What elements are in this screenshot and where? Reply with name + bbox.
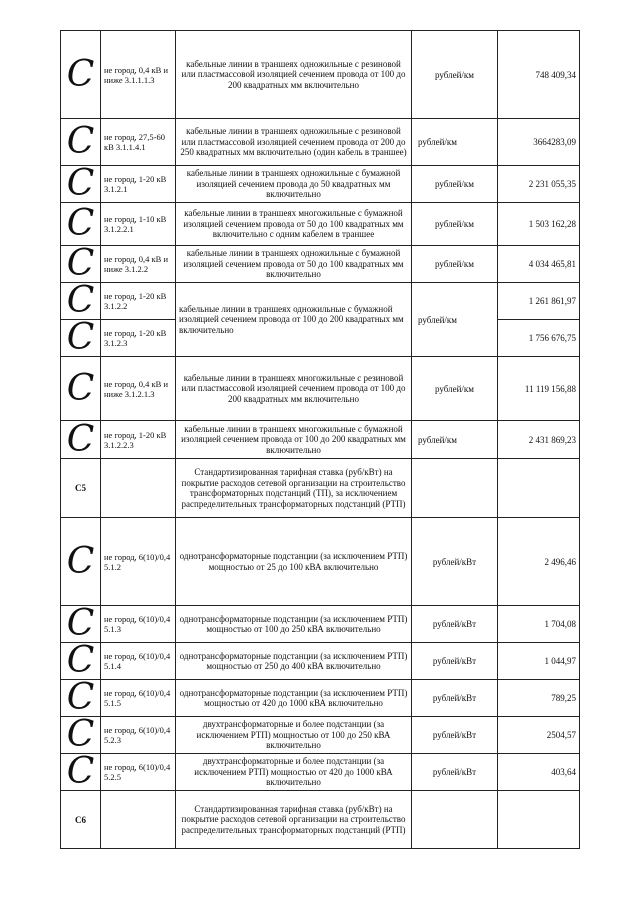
unit-cell: рублей/км	[412, 246, 498, 283]
unit-cell: рублей/км	[412, 166, 498, 203]
description-cell: кабельные линии в траншеях многожильные с бумажной изоляцией сечением провода от 100 до 200 квадратных мм включительно	[176, 421, 412, 459]
rate-letter-glyph: C	[61, 643, 101, 680]
category-cell: не город, 0,4 кВ и ниже 3.1.2.1.3	[101, 357, 176, 421]
description-cell: однотрансформаторные подстанции (за исключением РТП) мощностью от 250 до 400 кВА включительно	[176, 643, 412, 680]
value-cell: 1 704,08	[498, 606, 580, 643]
unit-cell: рублей/км	[412, 31, 498, 119]
category-cell: не город, 27,5-60 кВ 3.1.1.4.1	[101, 119, 176, 166]
category-cell: не город, 1-20 кВ 3.1.2.1	[101, 166, 176, 203]
table-row	[61, 119, 580, 166]
section-code: C5	[61, 459, 101, 518]
rate-letter-glyph: C	[61, 421, 101, 459]
rate-letter-glyph: C	[61, 680, 101, 717]
rate-letter-glyph: C	[61, 717, 101, 754]
rate-letter-glyph: C	[61, 31, 101, 119]
description-cell: двухтрансформаторные и более подстанции (за исключением РТП) мощностью от 100 до 250 кВА включительно	[176, 717, 412, 754]
description-cell: однотрансформаторные подстанции (за исключением РТП) мощностью от 25 до 100 кВА включительно	[176, 518, 412, 606]
rate-letter-glyph: C	[61, 754, 101, 791]
unit-cell: рублей/кВт	[412, 518, 498, 606]
table-row	[61, 518, 580, 606]
description-cell: однотрансформаторные подстанции (за исключением РТП) мощностью от 420 до 1000 кВА включительно	[176, 680, 412, 717]
unit-cell: рублей/кВт	[412, 680, 498, 717]
table-row	[61, 246, 580, 283]
description-cell: кабельные линии в траншеях одножильные с бумажной изоляцией сечением провода до 50 квадратных мм включительно	[176, 166, 412, 203]
category-cell: не город, 6(10)/0,4 5.1.3	[101, 606, 176, 643]
rate-letter-glyph: C	[61, 246, 101, 283]
category-cell: не город, 1-10 кВ 3.1.2.2.1	[101, 203, 176, 246]
category-cell: не город, 1-20 кВ 3.1.2.2.3	[101, 421, 176, 459]
unit-cell: рублей/кВт	[412, 717, 498, 754]
unit-cell: рублей/км	[412, 421, 498, 459]
value-cell: 11 119 156,88	[498, 357, 580, 421]
description-cell: однотрансформаторные подстанции (за исключением РТП) мощностью от 100 до 250 кВА включительно	[176, 606, 412, 643]
rate-letter-glyph: C	[61, 283, 101, 320]
unit-cell: рублей/км	[412, 283, 498, 357]
value-cell: 2 496,46	[498, 518, 580, 606]
unit-cell: рублей/км	[412, 119, 498, 166]
category-cell: не город, 6(10)/0,4 5.1.5	[101, 680, 176, 717]
value-cell: 3664283,09	[498, 119, 580, 166]
rate-letter-glyph: C	[61, 518, 101, 606]
empty-cell	[412, 791, 498, 849]
table-row	[61, 717, 580, 754]
table-row	[61, 680, 580, 717]
rate-letter-glyph: C	[61, 606, 101, 643]
section-code: C6	[61, 791, 101, 849]
description-cell: двухтрансформаторные и более подстанции (за исключением РТП) мощностью от 420 до 1000 кВА включительно	[176, 754, 412, 791]
unit-cell: рублей/кВт	[412, 643, 498, 680]
tariff-table	[60, 30, 580, 849]
category-cell: не город, 6(10)/0,4 5.1.2	[101, 518, 176, 606]
empty-cell	[101, 791, 176, 849]
section-description: Стандартизированная тарифная ставка (руб/кВт) на покрытие расходов сетевой организации на строительство трансформаторных подстанций (ТП), за исключением распределительных трансформаторных подстанций (РТП)	[176, 459, 412, 518]
rate-letter-glyph: C	[61, 320, 101, 357]
table-row	[61, 459, 580, 518]
table-row	[61, 421, 580, 459]
unit-cell: рублей/кВт	[412, 606, 498, 643]
category-cell: не город, 6(10)/0,4 5.2.5	[101, 754, 176, 791]
description-cell: кабельные линии в траншеях одножильные с бумажной изоляцией сечением провода от 100 до 200 квадратных мм включительно	[176, 283, 412, 357]
table-row	[61, 283, 580, 320]
category-cell: не город, 0,4 кВ и ниже 3.1.1.1.3	[101, 31, 176, 119]
table-row	[61, 203, 580, 246]
empty-cell	[498, 459, 580, 518]
description-cell: кабельные линии в траншеях многожильные с резиновой или пластмассовой изоляцией сечением провода от 100 до 200 квадратных мм включительно	[176, 357, 412, 421]
empty-cell	[101, 459, 176, 518]
description-cell: кабельные линии в траншеях одножильные с бумажной изоляцией сечением провода от 50 до 100 квадратных мм включительно	[176, 246, 412, 283]
rate-letter-glyph: C	[61, 203, 101, 246]
empty-cell	[498, 791, 580, 849]
rate-letter-glyph: C	[61, 119, 101, 166]
table-row	[61, 754, 580, 791]
description-cell: кабельные линии в траншеях многожильные с бумажной изоляцией сечением провода от 50 до 100 квадратных мм включительно с одним кабелем в траншее	[176, 203, 412, 246]
value-cell: 1 044,97	[498, 643, 580, 680]
value-cell: 2 431 869,23	[498, 421, 580, 459]
table-row	[61, 643, 580, 680]
table-row	[61, 791, 580, 849]
value-cell: 403,64	[498, 754, 580, 791]
unit-cell: рублей/кВт	[412, 754, 498, 791]
category-cell: не город, 1-20 кВ 3.1.2.2	[101, 283, 176, 320]
value-cell: 1 756 676,75	[498, 320, 580, 357]
value-cell: 1 261 861,97	[498, 283, 580, 320]
category-cell: не город, 1-20 кВ 3.1.2.3	[101, 320, 176, 357]
empty-cell	[412, 459, 498, 518]
rate-letter-glyph: C	[61, 166, 101, 203]
category-cell: не город, 0,4 кВ и ниже 3.1.2.2	[101, 246, 176, 283]
section-description: Стандартизированная тарифная ставка (руб/кВт) на покрытие расходов сетевой организации на строительство распределительных трансформаторных подстанций (РТП)	[176, 791, 412, 849]
category-cell: не город, 6(10)/0,4 5.2.3	[101, 717, 176, 754]
category-cell: не город, 6(10)/0,4 5.1.4	[101, 643, 176, 680]
table-row	[61, 31, 580, 119]
value-cell: 2 231 055,35	[498, 166, 580, 203]
rate-letter-glyph: C	[61, 357, 101, 421]
table-row	[61, 357, 580, 421]
table-row	[61, 606, 580, 643]
description-cell: кабельные линии в траншеях одножильные с резиновой или пластмассовой изоляцией сечением провода от 100 до 200 квадратных мм включительно	[176, 31, 412, 119]
value-cell: 1 503 162,28	[498, 203, 580, 246]
value-cell: 2504,57	[498, 717, 580, 754]
value-cell: 4 034 465,81	[498, 246, 580, 283]
unit-cell: рублей/км	[412, 357, 498, 421]
unit-cell: рублей/км	[412, 203, 498, 246]
description-cell: кабельные линии в траншеях одножильные с резиновой или пластмассовой изоляцией сечением провода от 200 до 250 квадратных мм включительно (один кабель в траншее)	[176, 119, 412, 166]
table-row	[61, 166, 580, 203]
value-cell: 789,25	[498, 680, 580, 717]
value-cell: 748 409,34	[498, 31, 580, 119]
